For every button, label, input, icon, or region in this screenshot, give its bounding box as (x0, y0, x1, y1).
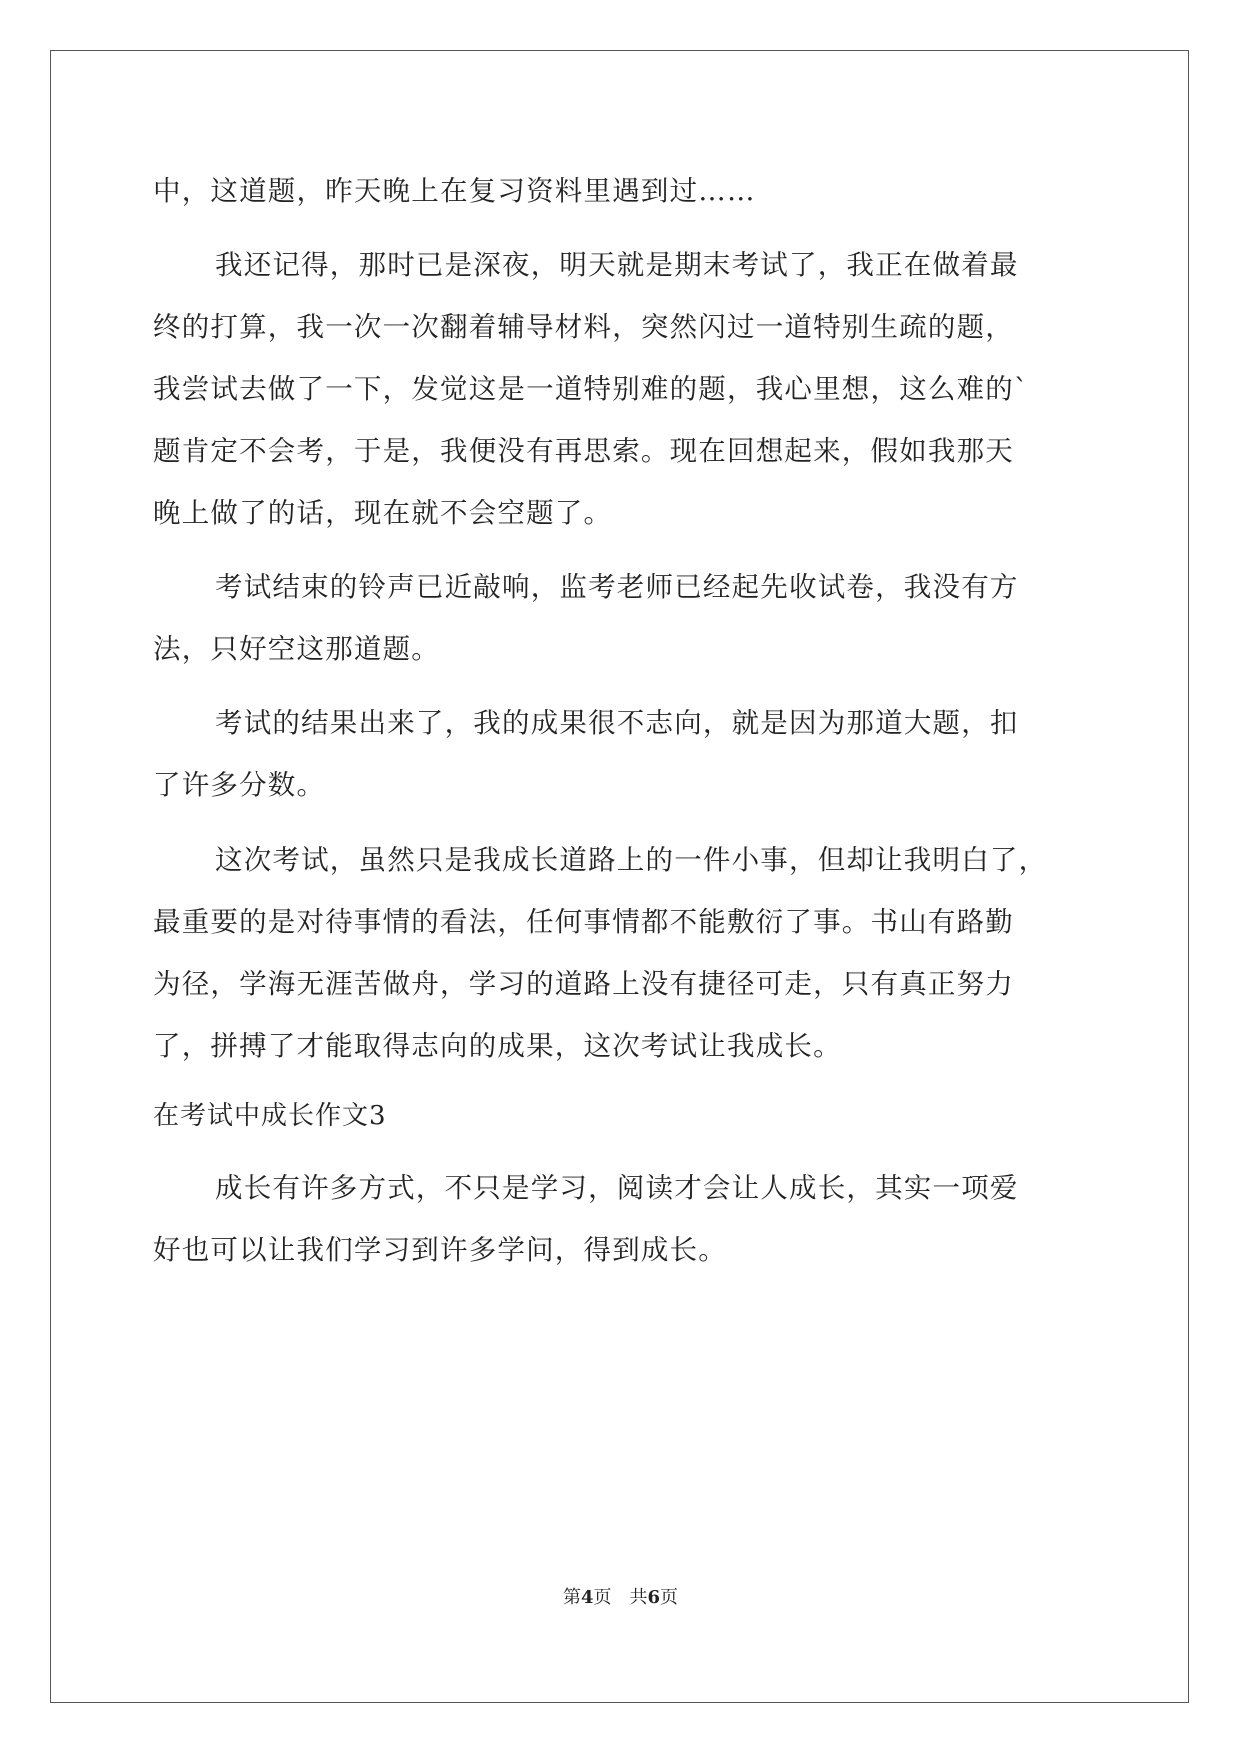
paragraph-line: 法，只好空这那道题。 (153, 633, 440, 665)
paragraph-line: 最重要的是对待事情的看法，任何事情都不能敷衍了事。书山有路勤 (153, 906, 1014, 938)
paragraph-line: 晚上做了的话，现在就不会空题了。 (153, 497, 613, 529)
paragraph-line: 成长有许多方式，不只是学习，阅读才会让人成长，其实一项爱 (215, 1172, 1019, 1204)
total-pages-number: 6 (647, 1587, 661, 1608)
section-heading: 在考试中成长作文3 (153, 1101, 387, 1131)
paragraph-line: 终的打算，我一次一次翻着辅导材料，突然闪过一道特别生疏的题， (153, 311, 1014, 343)
paragraph-line: 我尝试去做了一下，发觉这是一道特别难的题，我心里想，这么难的` (153, 373, 1029, 405)
page-suffix: 页 (593, 1587, 612, 1608)
page-footer (0, 1586, 1241, 1610)
paragraph-line: 了，拼搏了才能取得志向的成果，这次考试让我成长。 (153, 1030, 842, 1062)
total-prefix: 共 (629, 1587, 648, 1608)
paragraph-line: 好也可以让我们学习到许多学问，得到成长。 (153, 1234, 727, 1266)
paragraph-line: 中，这道题，昨天晚上在复习资料里遇到过…… (153, 175, 756, 207)
page-prefix: 第 (562, 1587, 581, 1608)
paragraph-line: 为径，学海无涯苦做舟，学习的道路上没有捷径可走，只有真正努力 (153, 968, 1014, 1000)
paragraph-line: 考试结束的铃声已近敲响，监考老师已经起先收试卷，我没有方 (215, 571, 1019, 603)
current-page-number: 4 (580, 1587, 594, 1608)
paragraph-line: 我还记得，那时已是深夜，明天就是期末考试了，我正在做着最 (215, 249, 1019, 281)
paragraph-line: 题肯定不会考，于是，我便没有再思索。现在回想起来，假如我那天 (153, 435, 1014, 467)
paragraph-line: 这次考试，虽然只是我成长道路上的一件小事，但却让我明白了， (215, 844, 1048, 876)
total-suffix: 页 (660, 1587, 679, 1608)
paragraph-line: 考试的结果出来了，我的成果很不志向，就是因为那道大题，扣 (215, 707, 1019, 739)
paragraph-line: 了许多分数。 (153, 769, 326, 801)
